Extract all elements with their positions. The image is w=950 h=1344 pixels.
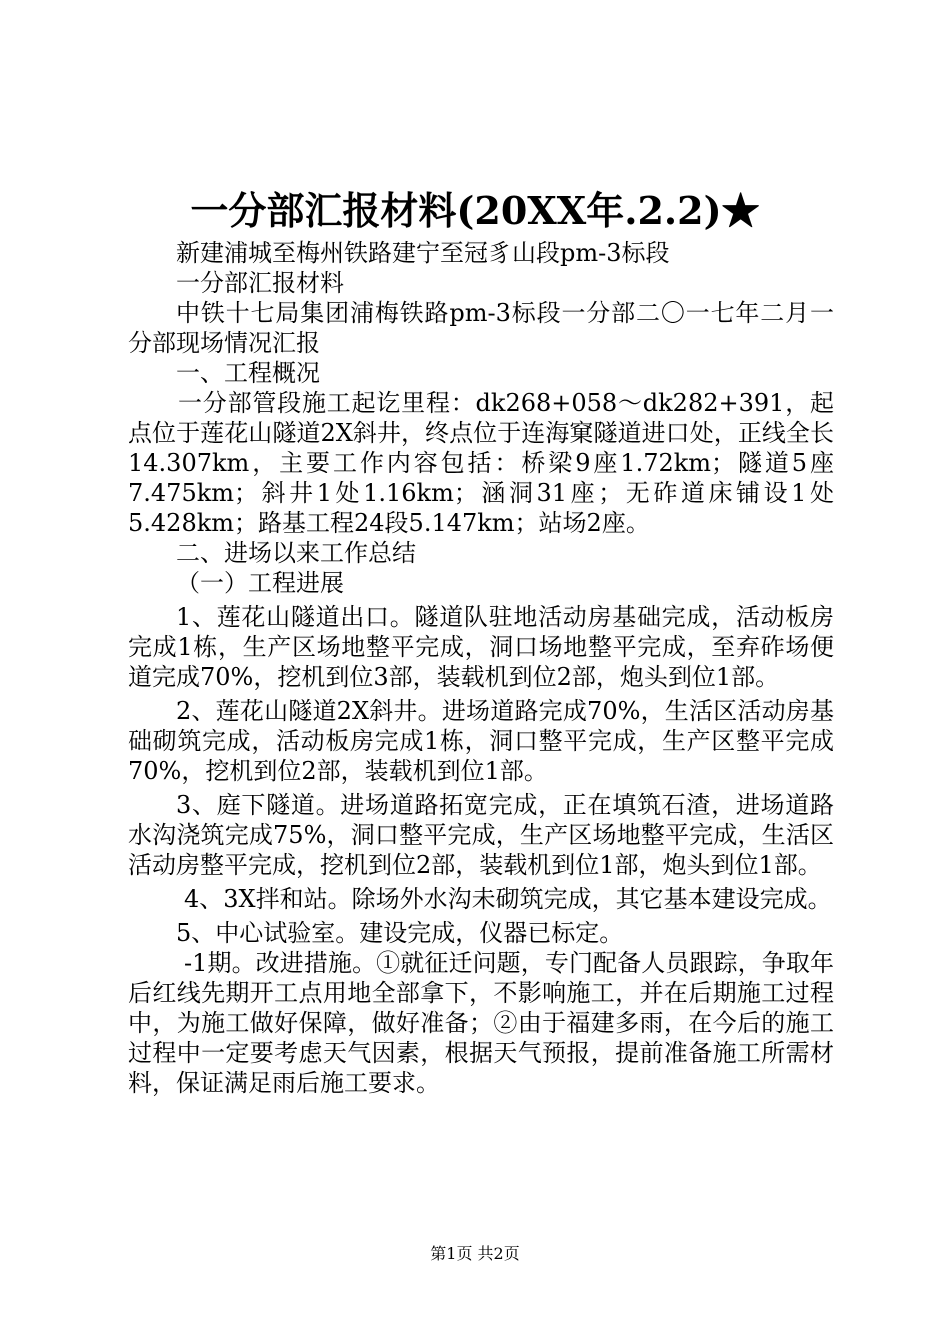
subsection-heading-progress: （一）工程进展 [176,569,344,597]
issuer-line: 中铁十七局集团浦梅铁路pm-3标段一分部二〇一七年二月一分部现场情况汇报 [128,299,834,357]
paragraph-item-3: 3、庭下隧道。进场道路拓宽完成，正在填筑石渣，进场道路水沟浇筑完成75%，洞口整平完成，生产区场地整平完成，生活区活动房整平完成，挖机到位2部，装载机到位1部，炮头到位1部。 [128,791,834,879]
document-title: 一分部汇报材料(20XX年.2.2)★ [190,188,760,233]
report-subtitle-line: 一分部汇报材料 [176,269,344,297]
paragraph-item-4: 4、3X拌和站。除场外水沟未砌筑完成，其它基本建设完成。 [184,885,832,913]
paragraph-item-2: 2、莲花山隧道2X斜井。进场道路完成70%，生活区活动房基础砌筑完成，活动板房完成1栋，洞口整平完成，生产区整平完成70%，挖机到位2部，装载机到位1部。 [128,697,834,785]
project-name-line: 新建浦城至梅州铁路建宁至冠豸山段pm-3标段 [176,239,670,267]
section-heading-summary: 二、进场以来工作总结 [176,539,416,567]
paragraph-measures: -1期。改进措施。①就征迁问题，专门配备人员跟踪，争取年后红线先期开工点用地全部拿下，不影响施工，并在后期施工过程中，为施工做好保障，做好准备；②由于福建多雨，在今后的施工过程中一定要考虑天气因素，根据天气预报，提前准备施工所需材料，保证满足雨后施工要求。 [128,949,834,1097]
paragraph-item-1: 1、莲花山隧道出口。隧道队驻地活动房基础完成，活动板房完成1栋，生产区场地整平完成，洞口场地整平完成，至弃砟场便道完成70%，挖机到位3部，装载机到位2部，炮头到位1部。 [128,603,834,691]
paragraph-overview: 一分部管段施工起讫里程：dk268+058～dk282+391，起点位于莲花山隧道2X斜井，终点位于连海窠隧道进口处，正线全长14.307km，主要工作内容包括：桥梁9座1.72km；隧道5座7.475km；斜井1处1.16km；涵洞31座；无砟道床铺设1处5.428km；路基工程24段5.147km；站场2座。 [128,389,834,537]
document-body [128,238,834,1098]
paragraph-item-5: 5、中心试验室。建设完成，仪器已标定。 [176,919,624,947]
page-number-footer: 第1页 共2页 [430,1244,520,1263]
section-heading-overview: 一、工程概况 [176,359,320,387]
